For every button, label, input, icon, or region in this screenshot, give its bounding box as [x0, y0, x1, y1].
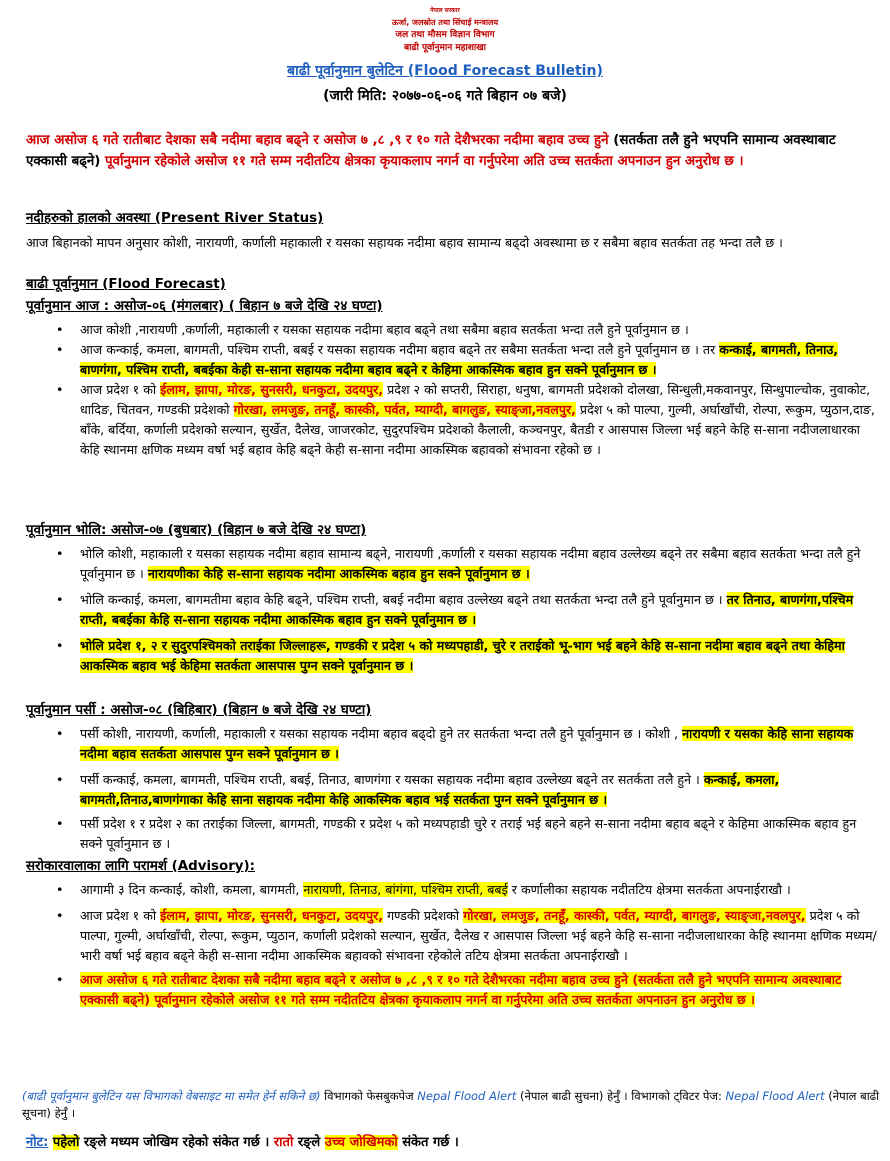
twitter-link[interactable]: Nepal Flood Alert [725, 1089, 825, 1103]
alert-part-3: पूर्वानुमान रहेकोले असोज ११ गते सम्म नदीतटिय क्षेत्रका कृयाकलाप नगर्न वा गर्नुपरेमा अति उच्च सतर्कता अपनाउन हुन अनुरोध छ । [105, 154, 744, 169]
high-risk-districts: गोरखा, लमजुङ, तनहूँ, कास्की, पर्वत, म्याग्दी, बागलुङ, स्याङ्जा,नवलपुर, [463, 908, 806, 923]
dayafter-list [26, 724, 878, 854]
highlight-text: कन्काई, बागमती, तिनाउ, बाणगंगा, पश्चिम राप्ती, बबईका केही स-साना सहायक नदीमा बहाव बढ्ने र केहिमा आकस्मिक बहाव हुन सक्ने पूर्वानुमान छ । [80, 342, 839, 377]
list-item: • आगामी ३ दिन कन्काई, कोशी, कमला, बागमती, नारायणी, तिनाउ, बांगंगा, पश्चिम राप्ती, बबई र कर्णालीका सहायक नदीतटिय क्षेत्रमा सतर्कता अपनाईराखौ । [56, 882, 791, 897]
issue-date: (जारी मिति: २०७७-०६-०६ गते बिहान ०७ बजे) [323, 88, 567, 104]
website-note: (बाढी पूर्वानुमान बुलेटिन यस विभागको वेबसाइट मा समेत हेर्न सकिने छ) [22, 1089, 321, 1103]
highlight-text: कन्काई, कमला, बागमती,तिनाउ,बाणगंगाका केहि साना सहायक नदीमा केहि आकस्मिक बहाव भई सतर्कता पुग्न सक्ने पूर्वानुमान छ । [80, 772, 780, 807]
list-item: • आज प्रदेश १ को ईलाम, झापा, मोरङ, सुनसरी, धनकुटा, उदयपुर, गण्डकी प्रदेशको गोरखा, लमजुङ, तनहूँ, कास्की, पर्वत, म्याग्दी, बागलुङ, स्याङ्जा,नवलपुर, प्रदेश ५ को पाल्पा, गुल्मी, अर्घाखाँची, रोल्पा, रूकुम, प्युठान, कर्णाली प्रदेशको सल्यान, सुर्खेत, दैलेख र आसपास जिल्ला भई बहने केहि स-साना नदीजलाधारका केहि स्थानमा क्षणिक मध्यम/भारी वर्षा भई बहाव बढ्ने केही स-साना नदीमा आकस्मिक बहावको संभावना रहेकोले तटिय क्षेत्रमा सतर्कता अपनाईराखौ । [56, 908, 877, 963]
alert-paragraph [26, 130, 878, 172]
department-name: जल तथा मौसम विज्ञान विभाग [395, 30, 495, 40]
list-item: • आज कन्काई, कमला, बागमती, पश्चिम राप्ती, बबई र यसका सहायक नदीमा बहाव बढ्ने तर सबैमा सतर्कता भन्दा तलै हुने पूर्वानुमान छ । तर कन्काई, बागमती, तिनाउ, बाणगंगा, पश्चिम राप्ती, बबईका केही स-साना सहायक नदीमा बहाव बढ्ने र केहिमा आकस्मिक बहाव हुन सक्ने पूर्वानुमान छ । [56, 342, 839, 377]
dayafter-heading: पूर्वानुमान पर्सी : असोज-०८ (बिहिबार) (बिहान ७ बजे देखि २४ घण्टा) [26, 703, 372, 718]
high-risk-districts: ईलाम, झापा, मोरङ, सुनसरी, धनकुटा, उदयपुर, [160, 382, 384, 397]
list-item: • भोलि कोशी, महाकाली र यसका सहायक नदीमा बहाव सामान्य बढ्ने, नारायणी ,कर्णाली र यसका सहायक नदीमा बहाव उल्लेख्य बढ्ने तर सबैमा बहाव सतर्कता भन्दा तलै हुने पूर्वानुमान छ । नारायणीका केहि स-साना सहायक नदीमा आकस्मिक बहाव हुन सक्ने पूर्वानुमान छ । [56, 546, 861, 581]
facebook-link[interactable]: Nepal Flood Alert [417, 1089, 517, 1103]
list-item: • पर्सी कन्काई, कमला, बागमती, पश्चिम राप्ती, बबई, तिनाउ, बाणगंगा र यसका सहायक नदीमा बहाव उल्लेख्य बढ्ने तर सतर्कता तलै हुने । कन्काई, कमला, बागमती,तिनाउ,बाणगंगाका केहि साना सहायक नदीमा केहि आकस्मिक बहाव भई सतर्कता पुग्न सक्ने पूर्वानुमान छ । [56, 772, 780, 807]
tomorrow-heading: पूर्वानुमान भोलि: असोज-०७ (बुधबार) (बिहान ७ बजे देखि २४ घण्टा) [26, 523, 367, 538]
highlight-text: नारायणी, तिनाउ, बांगंगा, पश्चिम राप्ती, बबई [303, 882, 508, 897]
footer-note: नोट: पहेलो रङ्ले मध्यम जोखिम रहेको संकेत गर्छ । रातो रङ्ले उच्च जोखिमको संकेत गर्छ । [26, 1135, 459, 1150]
list-item: • पर्सी प्रदेश १ र प्रदेश २ का तराईका जिल्ला, बागमती, गण्डकी र प्रदेश ५ को मध्यपहाडी चुरे र तराई भई बहने बहने स-साना नदीमा बहाव बढ्ने र केहिमा आकस्मिक बहाव हुन सक्ने पूर्वानुमान छ । [56, 816, 857, 851]
list-item: • आज असोज ६ गते रातीबाट देशका सबै नदीमा बहाव बढ्ने र असोज ७ ,८ ,९ र १० गते देशैभरका नदीमा बहाव उच्च हुने (सतर्कता तलै हुने भएपनि सामान्य अवस्थाबाट एक्कासी बढ्ने) पूर्वानुमान रहेकोले असोज ११ गते सम्म नदीतटिय क्षेत्रका कृयाकलाप नगर्न वा गर्नुपरेमा अति उच्च सतर्कता अपनाउन हुन अनुरोध छ । [56, 972, 842, 1007]
high-risk-districts: गोरखा, लमजुङ, तनहूँ, कास्की, पर्वत, म्याग्दी, बागलुङ, स्याङ्जा,नवलपुर, [233, 402, 576, 417]
today-list [26, 320, 878, 460]
today-heading: पूर्वानुमान आज : असोज-०६ (मंगलबार) ( बिहान ७ बजे देखि २४ घण्टा) [26, 299, 383, 314]
high-risk-districts: ईलाम, झापा, मोरङ, सुनसरी, धनकुटा, उदयपुर, [160, 908, 384, 923]
list-item: • आज कोशी ,नारायणी ,कर्णाली, महाकाली र यसका सहायक नदीमा बहाव बढ्ने तथा सबैमा बहाव सतर्कता भन्दा तलै हुने पूर्वानुमान छ । [56, 322, 689, 337]
high-risk-alert: आज असोज ६ गते रातीबाट देशका सबै नदीमा बहाव बढ्ने र असोज ७ ,८ ,९ र १० गते देशैभरका नदीमा बहाव उच्च हुने (सतर्कता तलै हुने भएपनि सामान्य अवस्थाबाट एक्कासी बढ्ने) पूर्वानुमान रहेकोले असोज ११ गते सम्म नदीतटिय क्षेत्रका कृयाकलाप नगर्न वा गर्नुपरेमा अति उच्च सतर्कता अपनाउन हुन अनुरोध छ । [80, 972, 842, 1007]
footer-links: (बाढी पूर्वानुमान बुलेटिन यस विभागको वेबसाइट मा समेत हेर्न सकिने छ) विभागको फेसबुकपेज Nepal Flood Alert (नेपाल बाढी सुचना) हेर्नुँ । विभागको ट्विटर पेज: Nepal Flood Alert (नेपाल बाढी सूचना) हेर्नुँ । [22, 1089, 880, 1120]
yellow-label: पहेलो [52, 1135, 80, 1150]
advisory-heading: सरोकारवालाका लागि परामर्श (Advisory): [26, 859, 256, 874]
gov-name: नेपाल सरकार [430, 7, 460, 14]
list-item: • पर्सी कोशी, नारायणी, कर्णाली, महाकाली र यसका सहायक नदीमा बहाव बढ्दो हुने तर सतर्कता भन्दा तलै हुने पूर्वानुमान छ । कोशी , नारायणी र यसका केहि साना सहायक नदीमा बहाव सतर्कता आसपास पुग्न सक्ने पूर्वानुमान छ । [56, 726, 854, 761]
highlight-text: तर तिनाउ, बाणगंगा,पश्चिम राप्ती, बबईका केहि स-साना सहायक नदीमा आकस्मिक बहाव हुन सक्ने पूर्वानुमान छ । [80, 592, 854, 627]
tomorrow-list [26, 544, 878, 676]
list-item: • आज प्रदेश १ को ईलाम, झापा, मोरङ, सुनसरी, धनकुटा, उदयपुर, प्रदेश २ को सप्तरी, सिराहा, धनुषा, बागमती प्रदेशको दोलखा, सिन्धुली,मकवानपुर, सिन्धुपाल्चोक, नुवाकोट, धादिङ, चितवन, गण्डकी प्रदेशको गोरखा, लमजुङ, तनहूँ, कास्की, पर्वत, म्याग्दी, बागलुङ, स्याङ्जा,नवलपुर, प्रदेश ५ को पाल्पा, गुल्मी, अर्घाखाँची, रोल्पा, रूकुम, प्युठान,दाङ, बाँके, बर्दिया, कर्णाली प्रदेशको सल्यान, सुर्खेत, दैलेख, जाजरकोट, सुदुरपश्चिम प्रदेशको कैलाली, कञ्चनपुर, बैतडी र आसपास जिल्ला भई बहने केहि स-साना नदीजलाधारका केहि स्थानमा क्षणिक मध्यम वर्षा भई बहाव केहि बढ्ने केही स-साना नदीमा आकस्मिक बहावको संभावना रहेको छ । [56, 382, 875, 457]
list-item: • भोलि प्रदेश १, २ र सुदुरपश्चिमको तराईका जिल्लाहरू, गण्डकी र प्रदेश ५ को मध्यपहाडी, चुरे र तराईको भू-भाग भई बहने केहि स-साना नदीमा बहाव बढ्ने तथा केहिमा आकस्मिक बहाव भई केहिमा सतर्कता आसपास पुग्न सक्ने पूर्वानुमान छ । [56, 638, 845, 673]
advisory-list [26, 880, 878, 1010]
red-label: रातो [273, 1135, 294, 1150]
forecast-heading: बाढी पूर्वानुमान (Flood Forecast) [26, 277, 226, 292]
list-item: • भोलि कन्काई, कमला, बागमतीमा बहाव केहि बढ्ने, पश्चिम राप्ती, बबई नदीमा बहाव उल्लेख्य बढ्ने तथा सतर्कता भन्दा तलै हुने पूर्वानुमान छ । तर तिनाउ, बाणगंगा,पश्चिम राप्ती, बबईका केहि स-साना सहायक नदीमा आकस्मिक बहाव हुन सक्ने पूर्वानुमान छ । [56, 592, 854, 627]
bulletin-title-link[interactable]: बाढी पूर्वानुमान बुलेटिन (Flood Forecast Bulletin) [287, 63, 603, 79]
alert-part-2: (सतर्कता तलै हुने भएपनि सामान्य अवस्थाबाट एक्कासी बढ्ने) [26, 133, 836, 169]
ministry-name: ऊर्जा, जलस्रोत तथा सिंचाई मन्त्रालय [391, 18, 499, 27]
present-status-text: आज बिहानको मापन अनुसार कोशी, नारायणी, कर्णाली महाकाली र यसका सहायक नदीमा बहाव सामान्य बढ्दो अवस्थामा छ र सबैमा बहाव सतर्कता तह भन्दा तलै छ । [26, 235, 783, 250]
section-name: बाढी पूर्वानुमान महाशाखा [404, 43, 486, 53]
high-risk-label: उच्च जोखिमको [324, 1135, 398, 1150]
highlight-text: भोलि प्रदेश १, २ र सुदुरपश्चिमको तराईका जिल्लाहरू, गण्डकी र प्रदेश ५ को मध्यपहाडी, चुरे र तराईको भू-भाग भई बहने केहि स-साना नदीमा बहाव बढ्ने तथा केहिमा आकस्मिक बहाव भई केहिमा सतर्कता आसपास पुग्न सक्ने पूर्वानुमान छ । [80, 638, 845, 673]
letterhead [0, 0, 890, 55]
note-label: नोट: [26, 1135, 49, 1150]
highlight-text: नारायणीका केहि स-साना सहायक नदीमा आकस्मिक बहाव हुन सक्ने पूर्वानुमान छ । [147, 566, 530, 581]
highlight-text: नारायणी र यसका केहि साना सहायक नदीमा बहाव सतर्कता आसपास पुग्न सक्ने पूर्वानुमान छ । [80, 726, 854, 761]
present-status-heading: नदीहरुको हालको अवस्था (Present River Status) [26, 211, 324, 226]
alert-part-1: आज असोज ६ गते रातीबाट देशका सबै नदीमा बहाव बढ्ने र असोज ७ ,८ ,९ र १० गते देशैभरका नदीमा बहाव उच्च हुने [26, 133, 609, 148]
